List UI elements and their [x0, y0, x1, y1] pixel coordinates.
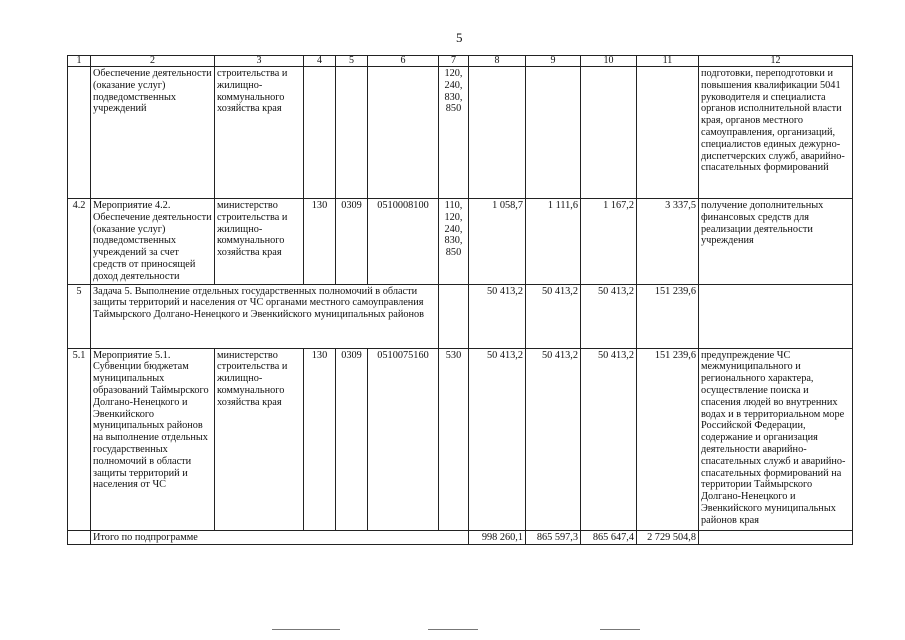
vr-code: 110, 120, 240, 830, 850 — [439, 199, 469, 285]
vr-code — [439, 284, 469, 348]
year1-value: 1 058,7 — [469, 199, 526, 285]
grbs-code: 130 — [304, 199, 336, 285]
measure-name: Обеспечение деятельности (оказание услуг) подведомственных учреждений — [91, 67, 215, 199]
col-header: 12 — [699, 56, 853, 67]
row-number: 5.1 — [68, 348, 91, 530]
table-row — [68, 67, 853, 199]
total-label: Итого по подпрограмме — [91, 530, 469, 545]
row-number: 5 — [68, 284, 91, 348]
col-header: 5 — [336, 56, 368, 67]
rzpr-code — [336, 67, 368, 199]
col-header: 10 — [581, 56, 637, 67]
year2-value — [526, 67, 581, 199]
col-header: 8 — [469, 56, 526, 67]
expected-result: подготовки, переподготовки и повышения квалификации 5041 руководителя и специалиста органов исполнительной власти края, органов местного самоуправления, организаций, специалистов единых дежурно-диспетчерских служб, аварийно-спасательных формирований — [699, 67, 853, 199]
rzpr-code: 0309 — [336, 199, 368, 285]
executor: министерство строительства и жилищно-коммунального хозяйства края — [215, 199, 304, 285]
expected-result: предупреждение ЧС межмуниципального и регионального характера, осуществление поиска и спасения людей во внутренних водах и в территориальном море Российской Федерации, содержание и организация деятельности аварийно-спасательных служб и аварийно-спасательных формирований на территории Таймырского Долгано-Ненецкого и Эвенкийского муниципальных районов края — [699, 348, 853, 530]
csr-code — [368, 67, 439, 199]
year1-value — [469, 67, 526, 199]
year2-total: 865 597,3 — [526, 530, 581, 545]
col-header: 11 — [637, 56, 699, 67]
col-header: 9 — [526, 56, 581, 67]
page-number: 5 — [456, 30, 463, 45]
total-value: 3 337,5 — [637, 199, 699, 285]
year1-value: 50 413,2 — [469, 348, 526, 530]
scan-artifact — [600, 629, 640, 630]
year3-value: 50 413,2 — [581, 284, 637, 348]
year1-total: 998 260,1 — [469, 530, 526, 545]
executor: министерство строительства и жилищно-коммунального хозяйства края — [215, 348, 304, 530]
task-title: Задача 5. Выполнение отдельных государственных полномочий в области защиты территорий и населения от ЧС органами местного самоуправления Таймырского Долгано-Ненецкого и Эвенкийского муниципальных районов — [91, 284, 439, 348]
col-header: 1 — [68, 56, 91, 67]
row-number — [68, 67, 91, 199]
total-value: 151 239,6 — [637, 284, 699, 348]
csr-code: 0510008100 — [368, 199, 439, 285]
grbs-code — [304, 67, 336, 199]
year3-value — [581, 67, 637, 199]
expected-result — [699, 284, 853, 348]
column-number-row — [68, 56, 853, 67]
csr-code: 0510075160 — [368, 348, 439, 530]
table-row — [68, 284, 853, 348]
year3-value: 1 167,2 — [581, 199, 637, 285]
year3-value: 50 413,2 — [581, 348, 637, 530]
scan-artifact — [428, 629, 478, 630]
grbs-code: 130 — [304, 348, 336, 530]
expected-result: получение дополнительных финансовых средств для реализации деятельности учреждения — [699, 199, 853, 285]
col-header: 2 — [91, 56, 215, 67]
row-number: 4.2 — [68, 199, 91, 285]
row-number — [68, 530, 91, 545]
expected-result — [699, 530, 853, 545]
total-value: 151 239,6 — [637, 348, 699, 530]
year3-total: 865 647,4 — [581, 530, 637, 545]
vr-code: 530 — [439, 348, 469, 530]
vr-code: 120, 240, 830, 850 — [439, 67, 469, 199]
year2-value: 50 413,2 — [526, 348, 581, 530]
col-header: 3 — [215, 56, 304, 67]
year1-value: 50 413,2 — [469, 284, 526, 348]
col-header: 4 — [304, 56, 336, 67]
total-row — [68, 530, 853, 545]
rzpr-code: 0309 — [336, 348, 368, 530]
year2-value: 50 413,2 — [526, 284, 581, 348]
table-row — [68, 199, 853, 285]
col-header: 7 — [439, 56, 469, 67]
executor: строительства и жилищно-коммунального хозяйства края — [215, 67, 304, 199]
col-header: 6 — [368, 56, 439, 67]
measure-name: Мероприятие 5.1. Субвенции бюджетам муниципальных образований Таймырского Долгано-Ненецкого и Эвенкийского муниципальных районов на выполнение отдельных государственных полномочий в области защиты территорий и населения от ЧС — [91, 348, 215, 530]
total-value — [637, 67, 699, 199]
scan-artifact — [272, 629, 340, 630]
year2-value: 1 111,6 — [526, 199, 581, 285]
program-table — [67, 55, 853, 545]
grand-total: 2 729 504,8 — [637, 530, 699, 545]
table-row — [68, 348, 853, 530]
measure-name: Мероприятие 4.2. Обеспечение деятельности (оказание услуг) подведомственных учреждений за счет средств от приносящей доход деятельности — [91, 199, 215, 285]
